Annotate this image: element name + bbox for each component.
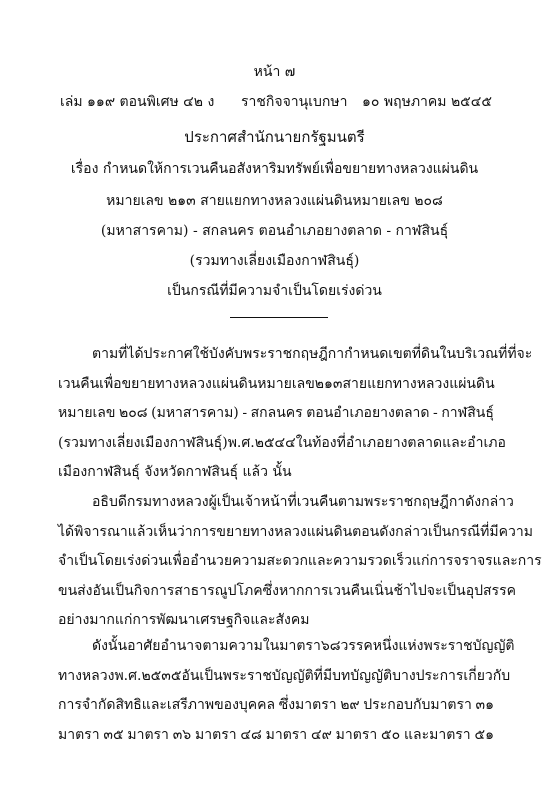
body-word: ซึ่งมาตรา	[278, 697, 337, 714]
body-line	[58, 465, 494, 479]
body-word: ดังนั้น	[92, 638, 128, 654]
body-word: ๓๑	[475, 697, 494, 714]
body-word: ๒๕๔๔	[254, 434, 296, 451]
body-word: และอำเภอ	[442, 434, 506, 451]
body-word: วรรคหนึ่ง	[340, 638, 399, 654]
body-word: ซึ่งหากการเวนคืนเนิ่นช้าไปจะเป็นอุปสรรค	[262, 582, 516, 599]
announcement-title: ประกาศสำนักนายกรัฐมนตรี	[184, 128, 365, 146]
body-word: ๒๐๘	[119, 405, 148, 422]
body-line	[92, 346, 533, 362]
page-number: หน้า ๗	[253, 64, 296, 80]
body-line	[58, 582, 516, 599]
body-word: กาฬสินธุ์	[441, 405, 494, 422]
body-word: มาตรา	[335, 726, 378, 743]
body-word: ประกอบกับมาตรา	[363, 697, 472, 714]
body-word: ทางหลวง	[58, 667, 115, 684]
body-word: เมืองกาฬสินธุ์ จังหวัดกาฬสินธุ์ แล้ว นั้น	[58, 464, 292, 481]
body-word: ๒๑๓	[314, 375, 343, 392]
body-word: ตอนอำเภอยางตลาด	[306, 405, 430, 422]
body-line	[58, 377, 494, 391]
body-word: ๒๙	[340, 697, 360, 714]
volume-info: เล่ม ๑๑๙ ตอนพิเศษ ๔๒ ง	[60, 94, 215, 110]
body-line	[92, 638, 515, 654]
body-word: ในท้องที่อำเภอยางตลาด	[295, 434, 443, 451]
body-word: (มหาสารคาม)	[151, 405, 239, 422]
body-line	[58, 434, 506, 451]
subject-line-3: (มหาสารคาม) - สกลนคร ตอนอำเภอยางตลาด - กาฬสินธุ์	[100, 223, 449, 239]
body-word: การขยายทางหลวงแผ่นดินตอนดังกล่าวเป็นกรณีที่มีความ	[192, 523, 533, 540]
subject-line-4: (รวมทางเลี่ยงเมืองกาฬสินธุ์)	[189, 253, 360, 269]
body-word: ๕๐	[381, 726, 401, 743]
body-line	[58, 523, 533, 540]
publication-date: ๑๐ พฤษภาคม ๒๕๔๕	[362, 94, 492, 110]
body-word: มาตรา	[127, 726, 169, 743]
body-word: สกลนคร	[250, 405, 303, 422]
body-word: ๕๑	[474, 726, 494, 743]
body-line	[92, 494, 514, 510]
body-word: สายแยกทางหลวงแผ่นดิน	[342, 375, 495, 392]
body-word: เพื่อขยายทางหลวงแผ่นดินหมายเลข	[99, 375, 315, 392]
body-word: ๔๘	[240, 726, 262, 743]
body-word: อย่างมากแก่การพัฒนาเศรษฐกิจและสังคม	[58, 612, 310, 629]
body-line	[58, 698, 494, 712]
body-word: มาตรา	[58, 726, 100, 743]
body-word: เพื่ออำนวยความสะดวกและความรวดเร็วแก่การจราจรและการ	[167, 553, 542, 570]
publication-name: ราชกิจจานุเบกษา	[241, 94, 348, 110]
body-word: -	[242, 405, 248, 422]
body-line	[58, 406, 494, 420]
subject-line-1: เรื่อง กำหนดให้การเวนคืนอสังหาริมทรัพย์เพื่อขยายทางหลวงแผ่นดิน	[70, 161, 479, 177]
body-word: พ.ศ.	[114, 667, 142, 684]
body-line	[58, 613, 494, 627]
body-word: อธิบดีกรมทางหลวงผู้เป็นเจ้าหน้าที่เวนคืนตามพระราชกฤษฎีกาดังกล่าว	[92, 494, 514, 510]
body-word: ๔๙	[310, 726, 332, 743]
body-word: พ.ศ.	[227, 434, 255, 451]
body-word: (รวมทางเลี่ยงเมืองกาฬสินธุ์)	[58, 434, 228, 451]
body-word: มาตรา	[195, 726, 237, 743]
body-word: ๖๘	[320, 638, 341, 654]
body-word: ตามที่ได้ประกาศใช้บังคับพระราชกฤษฎีกากำหนดเขตที่ดินในบริเวณที่ที่จะ	[92, 346, 533, 362]
body-word: อาศัยอำนาจตามความในมาตรา	[127, 638, 321, 654]
body-word: การจำกัดสิทธิและเสรีภาพของบุคคล	[58, 697, 276, 714]
body-word: ๓๖	[172, 726, 192, 743]
subject-line-2: หมายเลข ๒๑๓ สายแยกทางหลวงแผ่นดินหมายเลข ๒๐๘	[106, 193, 443, 209]
body-word: แห่งพระราชบัญญัติ	[398, 638, 515, 654]
body-line	[58, 728, 494, 742]
title-divider	[230, 317, 328, 318]
body-word: อันเป็นพระราชบัญญัติที่มีบทบัญญัติบางประการเกี่ยวกับ	[181, 667, 511, 684]
body-word: เวนคืน	[58, 375, 100, 392]
body-word: ๒๕๓๕	[141, 667, 182, 684]
body-word: -	[433, 405, 438, 422]
body-word: ๓๕	[103, 726, 124, 743]
body-word: ขนส่งอันเป็นกิจการสาธารณูปโภค	[58, 582, 263, 599]
body-word: ได้พิจารณาแล้วเห็นว่า	[58, 523, 193, 540]
body-word: หมายเลข	[58, 405, 116, 422]
body-word: และมาตรา	[403, 726, 471, 743]
body-line	[58, 553, 542, 570]
subject-line-5: เป็นกรณีที่มีความจำเป็นโดยเร่งด่วน	[167, 283, 382, 299]
body-word: จำเป็นโดยเร่งด่วน	[58, 553, 168, 570]
body-line	[58, 667, 511, 684]
body-word: มาตรา	[265, 726, 308, 743]
